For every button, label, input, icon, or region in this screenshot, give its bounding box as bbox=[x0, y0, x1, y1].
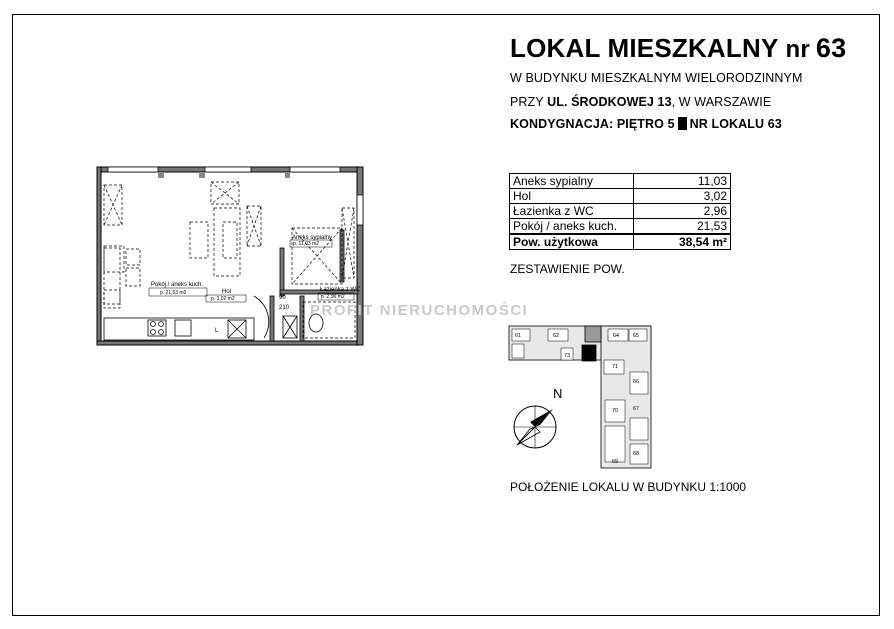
unit-label: 73 bbox=[564, 353, 571, 359]
door-dim: 210 bbox=[279, 305, 290, 311]
compass-icon bbox=[514, 406, 556, 448]
unit-label: 71 bbox=[612, 364, 619, 370]
room-area-label: p. 11,03 m2 bbox=[293, 241, 320, 247]
room-label: Pokój / aneks kuch. bbox=[151, 282, 204, 288]
unit-label: 65 bbox=[633, 333, 640, 339]
room-area: 2,96 bbox=[634, 204, 731, 219]
room-area: 11,03 bbox=[634, 174, 731, 189]
room-label: Aneks sypialny bbox=[292, 235, 333, 241]
unit-label: 66 bbox=[633, 379, 640, 385]
unit-label: 70 bbox=[612, 408, 619, 414]
title-main: LOKAL MIESZKALNY bbox=[510, 33, 779, 63]
unit-label: 61 bbox=[515, 333, 522, 339]
room-area-label: p. 2,96 m2 bbox=[321, 294, 345, 300]
compass-north-label: N bbox=[553, 386, 563, 401]
title-number: 63 bbox=[815, 33, 847, 63]
room-area: 3,02 bbox=[634, 189, 731, 204]
total-label: Pow. użytkowa bbox=[510, 234, 634, 250]
room-area-label: p. 3,02 m2 bbox=[211, 296, 235, 302]
fridge-label: L bbox=[215, 328, 219, 334]
room-label: Hol bbox=[222, 289, 232, 295]
address-street: UL. ŚRODKOWEJ 13 bbox=[547, 95, 672, 109]
room-area: 21,53 bbox=[634, 219, 731, 235]
unit-label: 62 bbox=[553, 333, 560, 339]
building-line: W BUDYNKU MIESZKALNYM WIELORODZINNYM bbox=[510, 71, 803, 85]
unit-label: 67 bbox=[633, 406, 640, 412]
address-prefix: PRZY bbox=[510, 95, 544, 109]
title-nr: nr bbox=[785, 36, 810, 63]
area-table-caption: ZESTAWIENIE POW. bbox=[510, 262, 625, 276]
address-suffix: , W WARSZAWIE bbox=[671, 95, 772, 109]
room-name: Hol bbox=[510, 189, 634, 204]
location-caption: POŁOŻENIE LOKALU W BUDYNKU 1:1000 bbox=[510, 480, 747, 494]
watermark: PROFIT NIERUCHOMOŚCI bbox=[310, 302, 529, 319]
room-area-label: p. 21,53 m2 bbox=[160, 290, 187, 296]
unit-label: 64 bbox=[613, 333, 620, 339]
room-label: Łazienka z WC bbox=[320, 287, 361, 293]
unit-label: 69 bbox=[612, 459, 619, 465]
total-area: 38,54 m² bbox=[634, 234, 731, 250]
room-name: Pokój / aneks kuch. bbox=[510, 219, 634, 235]
unit-number-label: NR LOKALU 63 bbox=[689, 117, 782, 131]
floor-prefix: KONDYGNACJA: PIĘTRO 5 bbox=[510, 117, 675, 131]
unit-label: 72 bbox=[586, 353, 593, 359]
unit-label: 68 bbox=[633, 451, 640, 457]
door-dim: 90 bbox=[279, 295, 286, 301]
room-name: Aneks sypialny bbox=[510, 174, 634, 189]
room-name: Łazienka z WC bbox=[510, 204, 634, 219]
